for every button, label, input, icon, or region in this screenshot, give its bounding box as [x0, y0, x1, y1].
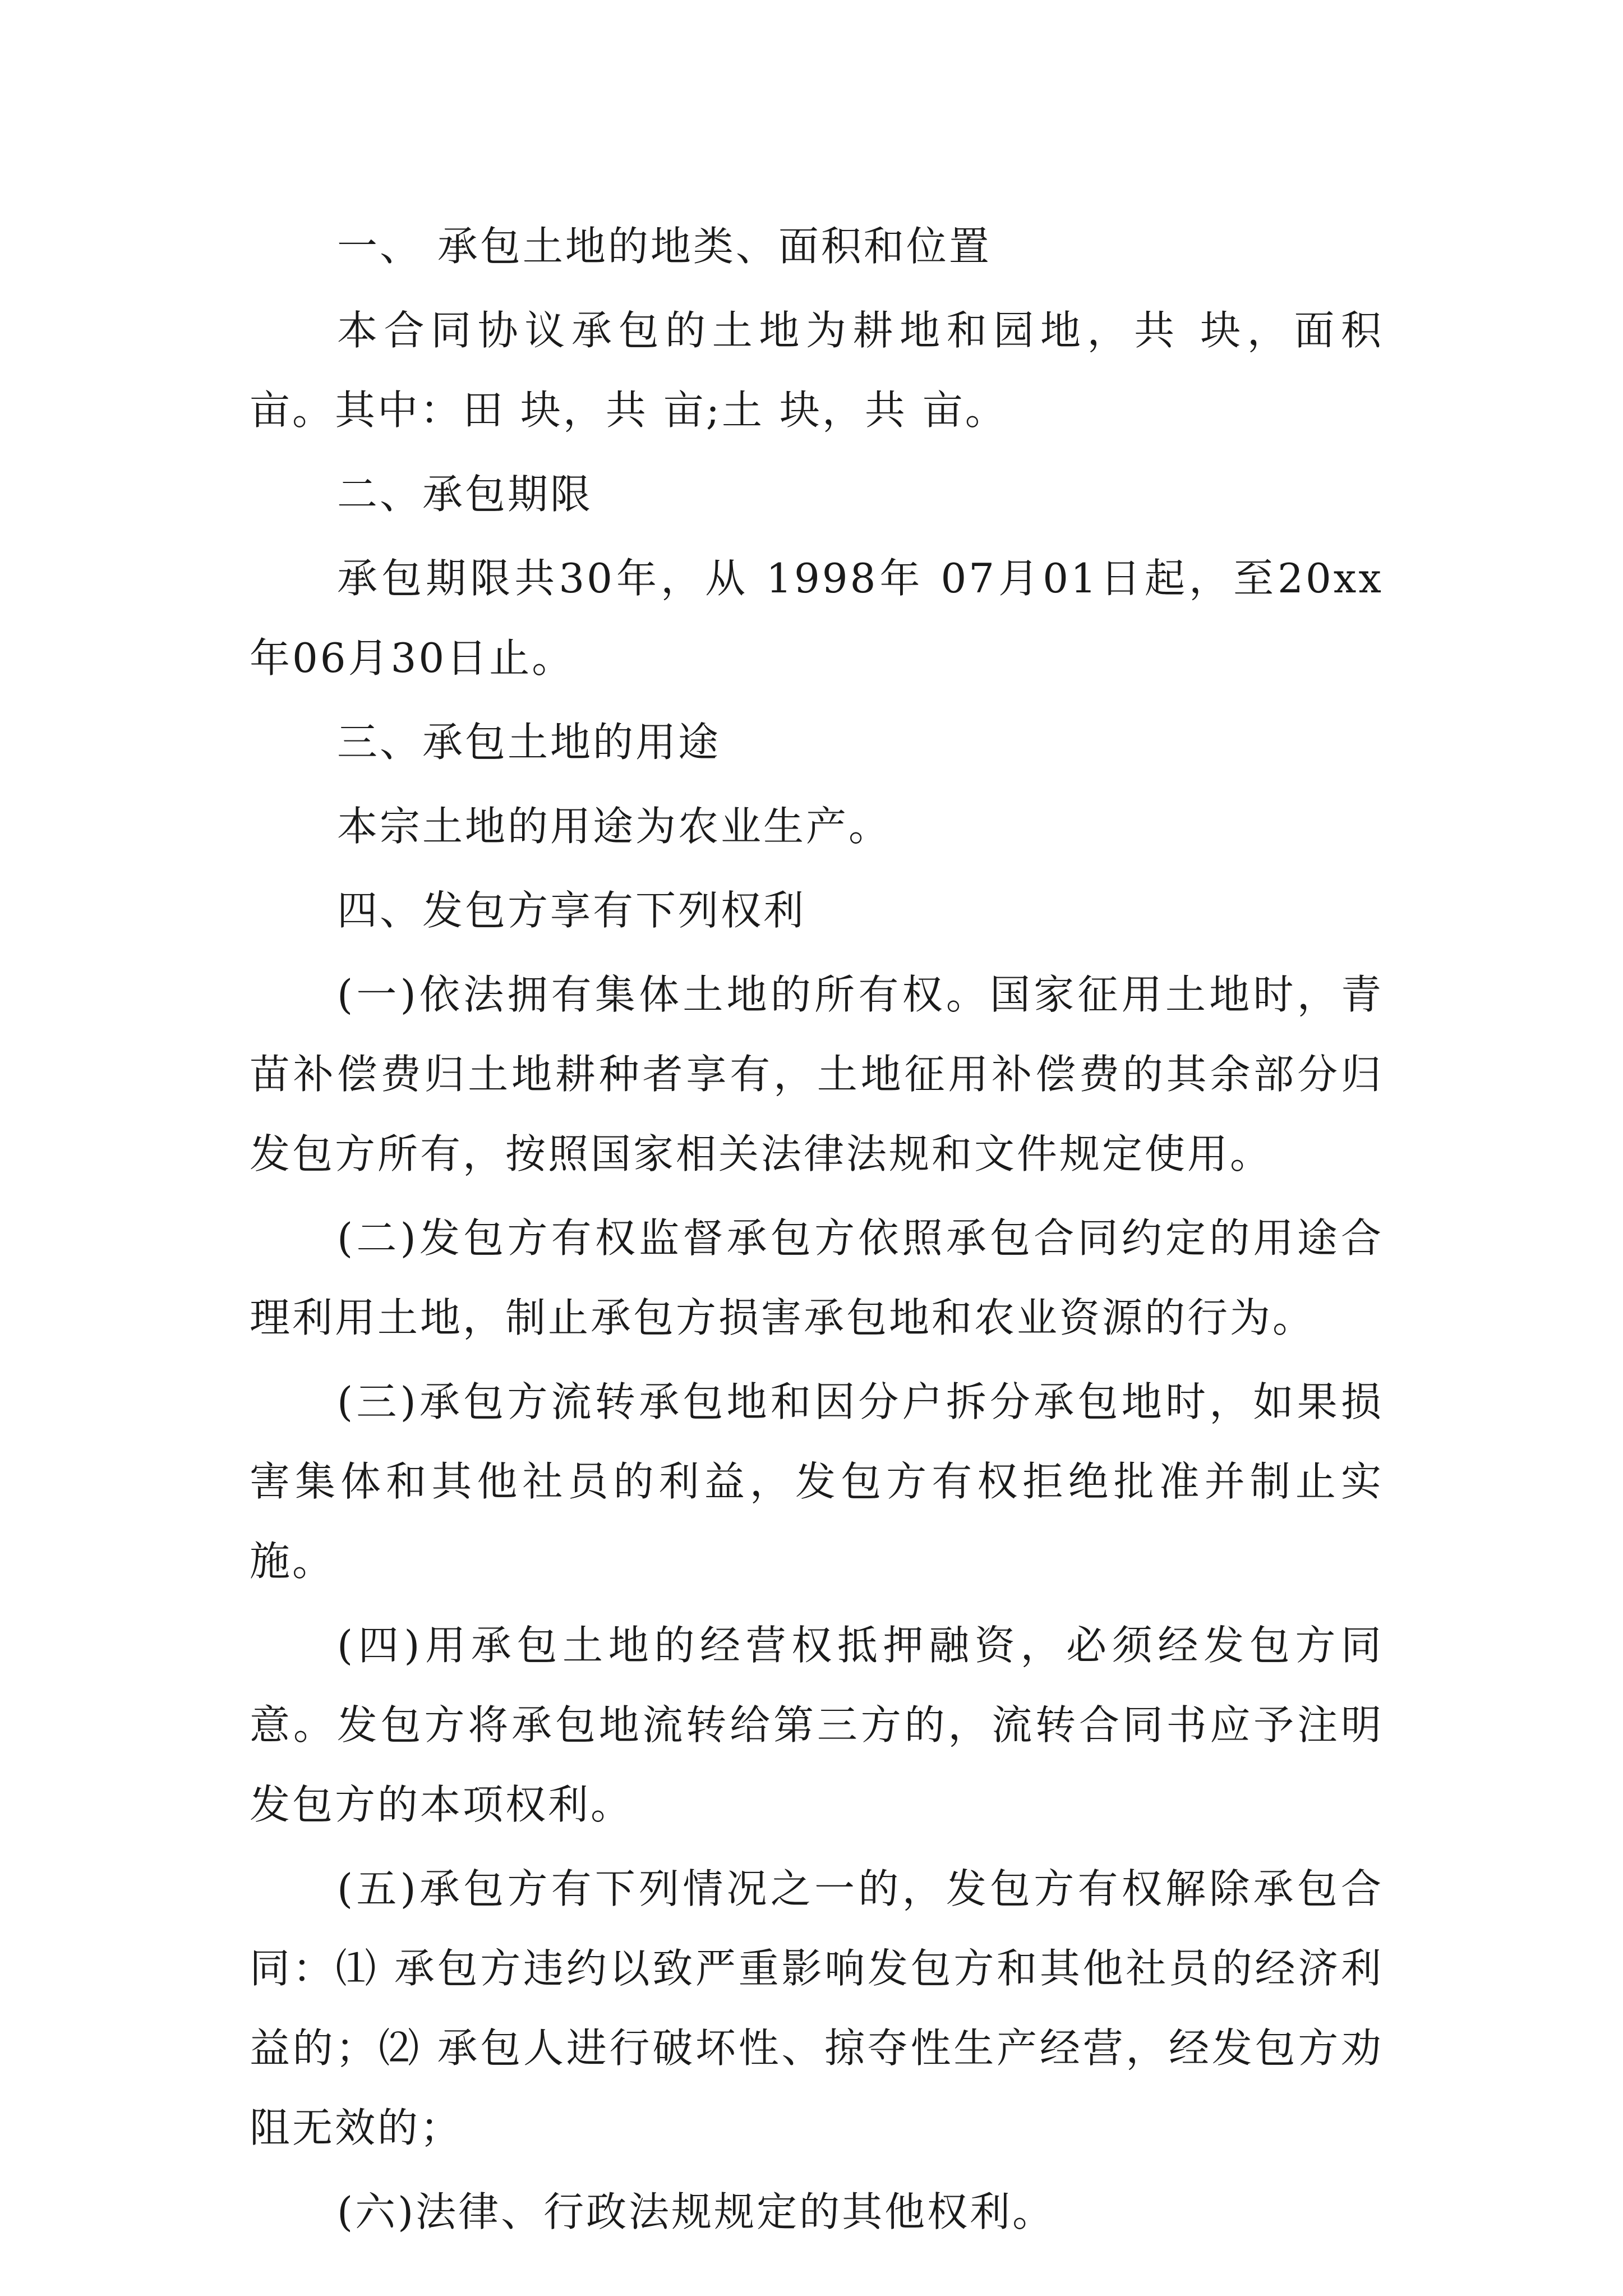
paragraph-right-4: (四)用承包土地的经营权抵押融资，必须经发包方同意。发包方将承包地流转给第三方的，流转合同书应予注明发包方的本项权利。: [250, 1622, 1384, 1828]
paragraph-usage: 本宗土地的用途为农业生产。: [337, 803, 892, 850]
paragraph-land-area: 本合同协议承包的土地为耕地和园地，共 块，面积 亩。其中：田 块，共 亩;土 块，共 亩。: [250, 307, 1384, 434]
paragraph-right-6: (六)法律、行政法规规定的其他权利。: [337, 2188, 1055, 2235]
paragraph-right-5: (五)承包方有下列情况之一的，发包方有权解除承包合同：⑴ 承包方违约以致严重影响发包方和其他社员的经济利益的；⑵ 承包人进行破坏性、掠夺性生产经营，经发包方劝阻无效的；: [250, 1865, 1384, 2151]
paragraph-term: 承包期限共30年，从 1998年 07月01日起，至20xx年06月30日止。: [250, 555, 1384, 682]
section-heading-usage: 三、承包土地的用途: [337, 719, 721, 766]
section-heading-term: 二、承包期限: [337, 471, 593, 518]
paragraph-right-2: (二)发包方有权监督承包方依照承包合同约定的用途合理利用土地，制止承包方损害承包地和农业资源的行为。: [250, 1214, 1384, 1341]
document-body: [250, 206, 1384, 2256]
paragraph-right-3: (三)承包方流转承包地和因分户拆分承包地时，如果损害集体和其他社员的利益，发包方有权拒绝批准并制止实施。: [250, 1378, 1384, 1585]
section-heading-land-type: 一、 承包土地的地类、面积和位置: [337, 223, 992, 270]
paragraph-right-1: (一)依法拥有集体土地的所有权。国家征用土地时，青苗补偿费归土地耕种者享有，土地征用补偿费的其余部分归发包方所有，按照国家相关法律法规和文件规定使用。: [250, 971, 1384, 1177]
section-heading-rights: 四、发包方享有下列权利: [337, 887, 806, 934]
